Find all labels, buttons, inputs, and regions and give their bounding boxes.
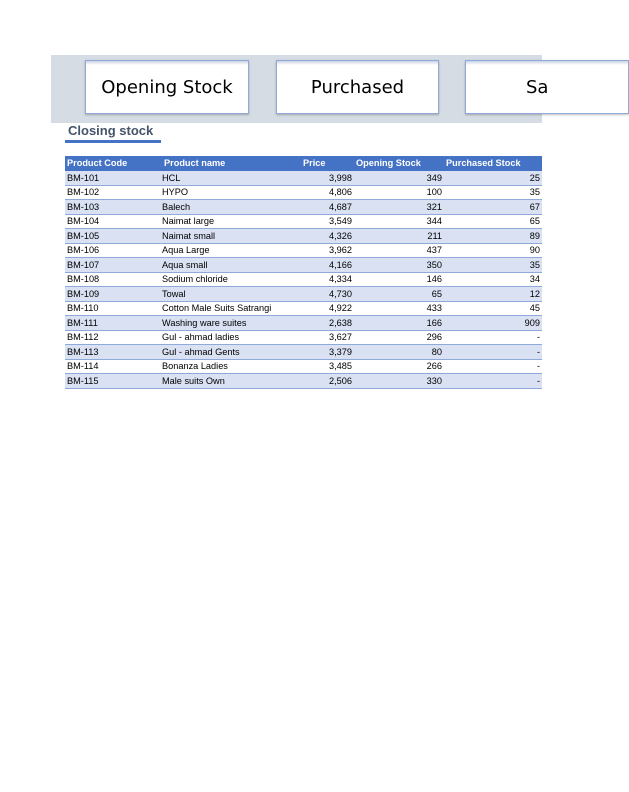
table-header-row [65,156,542,171]
cell-purchased-stock[interactable]: - [444,359,542,374]
table-row [65,243,542,258]
cell-product-code[interactable]: BM-103 [65,200,162,215]
cell-product-name[interactable]: Aqua Large [162,243,301,258]
cell-price[interactable]: 4,326 [301,229,354,244]
cell-price[interactable]: 4,166 [301,258,354,273]
cell-purchased-stock[interactable]: 909 [444,316,542,331]
table-row [65,374,542,389]
cell-price[interactable]: 2,506 [301,374,354,389]
cell-purchased-stock[interactable]: 45 [444,301,542,316]
cell-price[interactable]: 4,687 [301,200,354,215]
header-price[interactable]: Price [301,156,354,171]
cell-price[interactable]: 4,806 [301,185,354,200]
cell-product-name[interactable]: Naimat large [162,214,301,229]
cell-product-code[interactable]: BM-115 [65,374,162,389]
stock-table [65,156,542,389]
cell-opening-stock[interactable]: 100 [354,185,444,200]
header-product-code[interactable]: Product Code [65,156,162,171]
cell-purchased-stock[interactable]: 65 [444,214,542,229]
section-title: Closing stock [68,123,154,138]
cell-price[interactable]: 2,638 [301,316,354,331]
cell-opening-stock[interactable]: 437 [354,243,444,258]
cell-product-name[interactable]: Balech [162,200,301,215]
cell-product-name[interactable]: Sodium chloride [162,272,301,287]
table-row [65,316,542,331]
cell-price[interactable]: 4,334 [301,272,354,287]
cell-product-code[interactable]: BM-112 [65,330,162,345]
cell-product-name[interactable]: Gul - ahmad ladies [162,330,301,345]
cell-product-code[interactable]: BM-108 [65,272,162,287]
cell-price[interactable]: 3,627 [301,330,354,345]
cell-opening-stock[interactable]: 321 [354,200,444,215]
table-row [65,287,542,302]
cell-price[interactable]: 3,962 [301,243,354,258]
cell-product-code[interactable]: BM-114 [65,359,162,374]
table-row [65,345,542,360]
cell-product-code[interactable]: BM-110 [65,301,162,316]
cell-product-name[interactable]: Gul - ahmad Gents [162,345,301,360]
table-row [65,200,542,215]
cell-opening-stock[interactable]: 344 [354,214,444,229]
cell-purchased-stock[interactable]: 89 [444,229,542,244]
cell-purchased-stock[interactable]: - [444,330,542,345]
cell-product-name[interactable]: HYPO [162,185,301,200]
cell-price[interactable]: 4,922 [301,301,354,316]
cell-opening-stock[interactable]: 146 [354,272,444,287]
header-product-name[interactable]: Product name [162,156,301,171]
cell-product-code[interactable]: BM-113 [65,345,162,360]
cell-price[interactable]: 3,549 [301,214,354,229]
cell-product-code[interactable]: BM-101 [65,171,162,186]
cell-product-name[interactable]: Aqua small [162,258,301,273]
table-row [65,185,542,200]
table-row [65,359,542,374]
cell-opening-stock[interactable]: 266 [354,359,444,374]
cell-purchased-stock[interactable]: - [444,374,542,389]
purchased-button[interactable]: Purchased [276,60,439,114]
cell-purchased-stock[interactable]: - [444,345,542,360]
cell-purchased-stock[interactable]: 67 [444,200,542,215]
cell-product-name[interactable]: Towal [162,287,301,302]
cell-opening-stock[interactable]: 296 [354,330,444,345]
table-row [65,258,542,273]
cell-price[interactable]: 3,998 [301,171,354,186]
cell-purchased-stock[interactable]: 90 [444,243,542,258]
table-body [65,171,542,389]
table-row [65,214,542,229]
title-underline [65,140,161,143]
cell-product-name[interactable]: Naimat small [162,229,301,244]
table-row [65,229,542,244]
cell-opening-stock[interactable]: 330 [354,374,444,389]
sales-button[interactable]: Sa [465,60,629,114]
header-opening-stock[interactable]: Opening Stock [354,156,444,171]
cell-product-code[interactable]: BM-107 [65,258,162,273]
cell-product-code[interactable]: BM-104 [65,214,162,229]
cell-purchased-stock[interactable]: 35 [444,258,542,273]
cell-opening-stock[interactable]: 211 [354,229,444,244]
cell-purchased-stock[interactable]: 12 [444,287,542,302]
cell-product-name[interactable]: Washing ware suites [162,316,301,331]
cell-opening-stock[interactable]: 433 [354,301,444,316]
cell-product-name[interactable]: Male suits Own [162,374,301,389]
cell-opening-stock[interactable]: 350 [354,258,444,273]
header-purchased-stock[interactable]: Purchased Stock [444,156,542,171]
table-row [65,272,542,287]
cell-opening-stock[interactable]: 349 [354,171,444,186]
cell-product-code[interactable]: BM-105 [65,229,162,244]
cell-purchased-stock[interactable]: 35 [444,185,542,200]
cell-purchased-stock[interactable]: 34 [444,272,542,287]
opening-stock-button[interactable]: Opening Stock [85,60,249,114]
cell-product-code[interactable]: BM-111 [65,316,162,331]
cell-product-code[interactable]: BM-102 [65,185,162,200]
table-row [65,301,542,316]
cell-price[interactable]: 3,379 [301,345,354,360]
cell-product-name[interactable]: Cotton Male Suits Satrangi [162,301,301,316]
cell-product-name[interactable]: Bonanza Ladies [162,359,301,374]
navigation-band [51,55,549,123]
table-row [65,330,542,345]
stock-table-container [65,156,542,389]
cell-product-name[interactable]: HCL [162,171,301,186]
cell-price[interactable]: 3,485 [301,359,354,374]
cell-price[interactable]: 4,730 [301,287,354,302]
cell-opening-stock[interactable]: 65 [354,287,444,302]
cell-product-code[interactable]: BM-109 [65,287,162,302]
table-row [65,171,542,186]
cell-product-code[interactable]: BM-106 [65,243,162,258]
cell-opening-stock[interactable]: 166 [354,316,444,331]
cell-purchased-stock[interactable]: 25 [444,171,542,186]
cell-opening-stock[interactable]: 80 [354,345,444,360]
